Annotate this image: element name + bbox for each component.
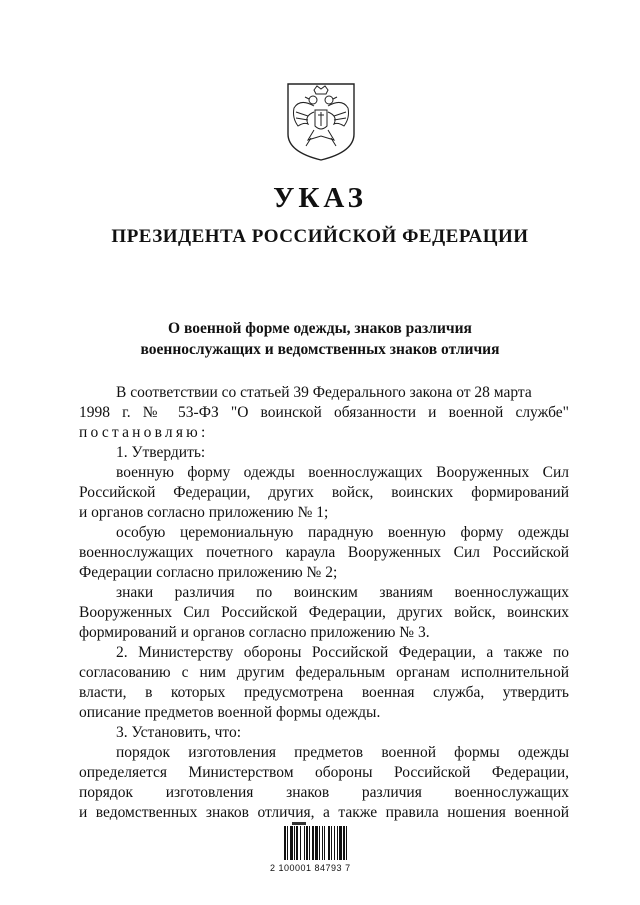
- body-line: военную форму одежды военнослужащих Вооруженных Сил: [116, 464, 569, 481]
- barcode-number: 2 100001 84793 7: [270, 863, 351, 873]
- body-line: военнослужащих почетного караула Вооруженных Сил Российской: [79, 544, 569, 561]
- body-line: Российской Федерации, других войск, воинских формирований: [79, 484, 569, 501]
- body-line: порядок изготовления знаков различия военнослужащих: [79, 784, 569, 801]
- body-line: и ведомственных знаков отличия, а также правила ношения военной: [79, 804, 569, 821]
- body-line: постановляю:: [79, 424, 209, 441]
- decree-heading-line: О военной форме одежды, знаков различия: [168, 320, 472, 337]
- body-line: порядок изготовления предметов военной формы одежды: [116, 744, 569, 761]
- barcode-icon: [282, 822, 382, 860]
- russian-coat-of-arms-icon: [284, 82, 358, 162]
- body-line: определяется Министерством обороны Российской Федерации,: [79, 764, 569, 781]
- body-line: 1998 г. № 53-ФЗ "О воинской обязанности и военной службе": [79, 404, 569, 421]
- body-line: 2. Министерству обороны Российской Федерации, а также по: [116, 644, 569, 661]
- body-line: Федерации согласно приложению № 2;: [79, 564, 338, 581]
- body-line: Вооруженных Сил Российской Федерации, других войск, воинских: [79, 604, 569, 621]
- decree-heading-line: военнослужащих и ведомственных знаков отличия: [140, 341, 500, 358]
- body-line: особую церемониальную парадную военную форму одежды: [116, 524, 569, 541]
- body-line: 1. Утвердить:: [116, 444, 206, 461]
- body-line: и органов согласно приложению № 1;: [79, 504, 329, 521]
- document-subtitle: ПРЕЗИДЕНТА РОССИЙСКОЙ ФЕДЕРАЦИИ: [111, 226, 529, 247]
- body-line: согласованию с ним другим федеральным органам исполнительной: [79, 664, 569, 681]
- document-title: УКАЗ: [273, 182, 367, 214]
- body-line: В соответствии со статьей 39 Федерального закона от 28 марта: [116, 384, 532, 401]
- body-line: описание предметов военной формы одежды.: [79, 704, 381, 721]
- body-line: власти, в которых предусмотрена военная служба, утвердить: [79, 684, 569, 701]
- body-line: знаки различия по воинским званиям военнослужащих: [116, 584, 569, 601]
- body-line: формирований и органов согласно приложению № 3.: [79, 624, 430, 641]
- body-line: 3. Установить, что:: [116, 724, 242, 741]
